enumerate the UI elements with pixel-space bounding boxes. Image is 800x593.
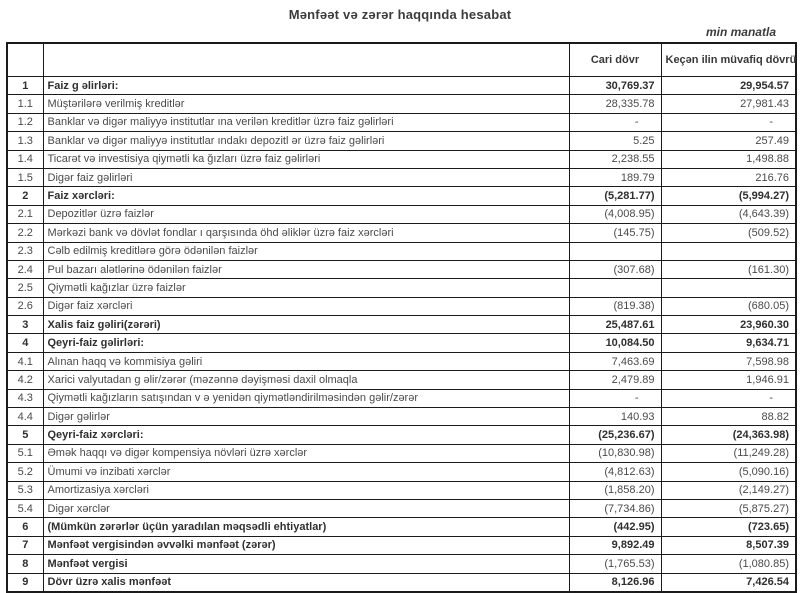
row-label-cell: Mənfəət vergisindən əvvəlki mənfəət (zərər) — [43, 536, 569, 554]
row-current-value-cell: 28,335.78 — [569, 95, 661, 113]
row-label-cell: Mərkəzi bank və dövlət fondlar ı qarşısında öhd əliklər üzrə faiz xərcləri — [43, 224, 569, 242]
row-label-cell: Faiz g əlirləri: — [43, 77, 569, 95]
table-row — [7, 444, 796, 462]
row-previous-value-cell: - — [661, 389, 796, 407]
table-row — [7, 389, 796, 407]
row-previous-value-cell: (5,875.27) — [661, 499, 796, 517]
table-row — [7, 95, 796, 113]
row-label-cell: Digər xərclər — [43, 499, 569, 517]
row-label-cell: Müştərilərə verilmiş kreditlər — [43, 95, 569, 113]
row-current-value-cell: - — [569, 389, 661, 407]
row-current-value-cell: - — [569, 113, 661, 131]
header-previous-period-cell: Keçən ilin müvafiq dövrü — [661, 43, 796, 77]
row-label-cell: Depozitlər üzrə faizlər — [43, 205, 569, 223]
table-row — [7, 113, 796, 131]
row-current-value-cell: 189.79 — [569, 168, 661, 186]
row-label-cell: Ümumi və inzibati xərclər — [43, 463, 569, 481]
table-row — [7, 352, 796, 370]
row-number-cell: 1.1 — [7, 95, 43, 113]
table-row — [7, 297, 796, 315]
row-current-value-cell — [569, 279, 661, 297]
row-current-value-cell: (25,236.67) — [569, 426, 661, 444]
table-header-row — [7, 43, 796, 77]
row-previous-value-cell: 257.49 — [661, 132, 796, 150]
row-number-cell: 5.1 — [7, 444, 43, 462]
row-label-cell: (Mümkün zərərlər üçün yaradılan məqsədli ehtiyatlar) — [43, 518, 569, 536]
row-label-cell: Digər gəlirlər — [43, 408, 569, 426]
row-previous-value-cell: 27,981.43 — [661, 95, 796, 113]
row-current-value-cell: 9,892.49 — [569, 536, 661, 554]
row-number-cell: 7 — [7, 536, 43, 554]
row-number-cell: 3 — [7, 316, 43, 334]
row-number-cell: 1.3 — [7, 132, 43, 150]
row-number-cell: 2.5 — [7, 279, 43, 297]
row-current-value-cell: (10,830.98) — [569, 444, 661, 462]
row-current-value-cell: 2,238.55 — [569, 150, 661, 168]
row-number-cell: 1 — [7, 77, 43, 95]
row-number-cell: 4 — [7, 334, 43, 352]
row-current-value-cell: (442.95) — [569, 518, 661, 536]
row-current-value-cell: (4,812.63) — [569, 463, 661, 481]
table-row — [7, 260, 796, 278]
row-number-cell: 4.2 — [7, 371, 43, 389]
row-current-value-cell: 7,463.69 — [569, 352, 661, 370]
row-label-cell: Mənfəət vergisi — [43, 555, 569, 573]
row-number-cell: 4.3 — [7, 389, 43, 407]
table-row — [7, 316, 796, 334]
row-previous-value-cell — [661, 279, 796, 297]
row-number-cell: 8 — [7, 555, 43, 573]
row-number-cell: 9 — [7, 573, 43, 592]
table-row — [7, 371, 796, 389]
row-number-cell: 2 — [7, 187, 43, 205]
row-number-cell: 2.1 — [7, 205, 43, 223]
row-number-cell: 1.2 — [7, 113, 43, 131]
row-current-value-cell: (819.38) — [569, 297, 661, 315]
row-number-cell: 1.5 — [7, 168, 43, 186]
row-number-cell: 5.3 — [7, 481, 43, 499]
row-previous-value-cell: 1,498.88 — [661, 150, 796, 168]
table-row — [7, 518, 796, 536]
table-row — [7, 187, 796, 205]
row-current-value-cell: 8,126.96 — [569, 573, 661, 592]
row-previous-value-cell: (2,149.27) — [661, 481, 796, 499]
table-row — [7, 150, 796, 168]
row-number-cell: 5 — [7, 426, 43, 444]
table-row — [7, 168, 796, 186]
row-current-value-cell: (4,008.95) — [569, 205, 661, 223]
row-previous-value-cell: (24,363.98) — [661, 426, 796, 444]
row-label-cell: Cəlb edilmiş kreditlərə görə ödənilən faizlər — [43, 242, 569, 260]
row-previous-value-cell: 7,598.98 — [661, 352, 796, 370]
unit-note: min manatla — [705, 25, 776, 39]
row-current-value-cell: 25,487.61 — [569, 316, 661, 334]
row-label-cell: Banklar və digər maliyyə institutlar ındakı depozitl ər üzrə faiz gəlirləri — [43, 132, 569, 150]
row-previous-value-cell: (5,994.27) — [661, 187, 796, 205]
row-current-value-cell: 5.25 — [569, 132, 661, 150]
table-row — [7, 224, 796, 242]
row-previous-value-cell: 7,426.54 — [661, 573, 796, 592]
table-row — [7, 573, 796, 592]
row-current-value-cell: (1,858.20) — [569, 481, 661, 499]
row-previous-value-cell: 88.82 — [661, 408, 796, 426]
row-previous-value-cell: 9,634.71 — [661, 334, 796, 352]
page-title: Mənfəət və zərər haqqında hesabat — [288, 7, 512, 22]
row-label-cell: Qiymətli kağızlar üzrə faizlər — [43, 279, 569, 297]
table-row — [7, 132, 796, 150]
row-number-cell: 4.4 — [7, 408, 43, 426]
row-label-cell: Qeyri-faiz xərcləri: — [43, 426, 569, 444]
row-previous-value-cell — [661, 242, 796, 260]
row-previous-value-cell: (509.52) — [661, 224, 796, 242]
row-current-value-cell: 140.93 — [569, 408, 661, 426]
row-previous-value-cell: - — [661, 113, 796, 131]
row-current-value-cell: 10,084.50 — [569, 334, 661, 352]
row-label-cell: Pul bazarı alətlərinə ödənilən faizlər — [43, 260, 569, 278]
report-table-body — [7, 77, 796, 592]
row-number-cell: 2.6 — [7, 297, 43, 315]
row-label-cell: Amortizasiya xərcləri — [43, 481, 569, 499]
row-label-cell: Alınan haqq və kommisiya gəliri — [43, 352, 569, 370]
table-row — [7, 408, 796, 426]
table-row — [7, 279, 796, 297]
row-previous-value-cell: 29,954.57 — [661, 77, 796, 95]
row-label-cell: Faiz xərcləri: — [43, 187, 569, 205]
table-row — [7, 555, 796, 573]
row-label-cell: Dövr üzrə xalis mənfəət — [43, 573, 569, 592]
row-label-cell: Ticarət və investisiya qiymətli ka ğızları üzrə faiz gəlirləri — [43, 150, 569, 168]
row-previous-value-cell: (680.05) — [661, 297, 796, 315]
header-desc-cell — [43, 43, 569, 77]
row-current-value-cell: (145.75) — [569, 224, 661, 242]
row-label-cell: Əmək haqqı və digər kompensiya növləri üzrə xərclər — [43, 444, 569, 462]
row-previous-value-cell: 1,946.91 — [661, 371, 796, 389]
table-row — [7, 426, 796, 444]
table-row — [7, 77, 796, 95]
row-current-value-cell: 30,769.37 — [569, 77, 661, 95]
row-label-cell: Qeyri-faiz gəlirləri: — [43, 334, 569, 352]
row-previous-value-cell: (5,090.16) — [661, 463, 796, 481]
row-current-value-cell: 2,479.89 — [569, 371, 661, 389]
table-row — [7, 481, 796, 499]
row-previous-value-cell: (1,080.85) — [661, 555, 796, 573]
row-previous-value-cell: (11,249.28) — [661, 444, 796, 462]
row-current-value-cell: (5,281.77) — [569, 187, 661, 205]
row-previous-value-cell: 23,960.30 — [661, 316, 796, 334]
header-current-period-cell: Cari dövr — [569, 43, 661, 77]
row-label-cell: Qiymətli kağızların satışından v ə yenidən qiymətləndirilməsindən gəlir/zərər — [43, 389, 569, 407]
table-row — [7, 205, 796, 223]
row-label-cell: Digər faiz xərcləri — [43, 297, 569, 315]
table-row — [7, 242, 796, 260]
row-number-cell: 2.4 — [7, 260, 43, 278]
row-label-cell: Xalis faiz gəliri(zərəri) — [43, 316, 569, 334]
table-row — [7, 536, 796, 554]
row-number-cell: 5.2 — [7, 463, 43, 481]
row-previous-value-cell: 216.76 — [661, 168, 796, 186]
row-label-cell: Xarici valyutadan g əlir/zərər (məzənnə dəyişməsi daxil olmaqla — [43, 371, 569, 389]
row-previous-value-cell: (723.65) — [661, 518, 796, 536]
table-row — [7, 334, 796, 352]
row-number-cell: 2.3 — [7, 242, 43, 260]
row-label-cell: Digər faiz gəlirləri — [43, 168, 569, 186]
table-row — [7, 499, 796, 517]
row-number-cell: 2.2 — [7, 224, 43, 242]
row-number-cell: 4.1 — [7, 352, 43, 370]
row-previous-value-cell: (161.30) — [661, 260, 796, 278]
header-num-cell — [7, 43, 43, 77]
row-number-cell: 5.4 — [7, 499, 43, 517]
row-number-cell: 1.4 — [7, 150, 43, 168]
row-current-value-cell: (307.68) — [569, 260, 661, 278]
row-previous-value-cell: 8,507.39 — [661, 536, 796, 554]
row-current-value-cell — [569, 242, 661, 260]
row-label-cell: Banklar və digər maliyyə institutlar ına verilən kreditlər üzrə faiz gəlirləri — [43, 113, 569, 131]
row-current-value-cell: (7,734.86) — [569, 499, 661, 517]
row-current-value-cell: (1,765.53) — [569, 555, 661, 573]
profit-loss-table — [6, 42, 797, 593]
table-row — [7, 463, 796, 481]
row-previous-value-cell: (4,643.39) — [661, 205, 796, 223]
row-number-cell: 6 — [7, 518, 43, 536]
